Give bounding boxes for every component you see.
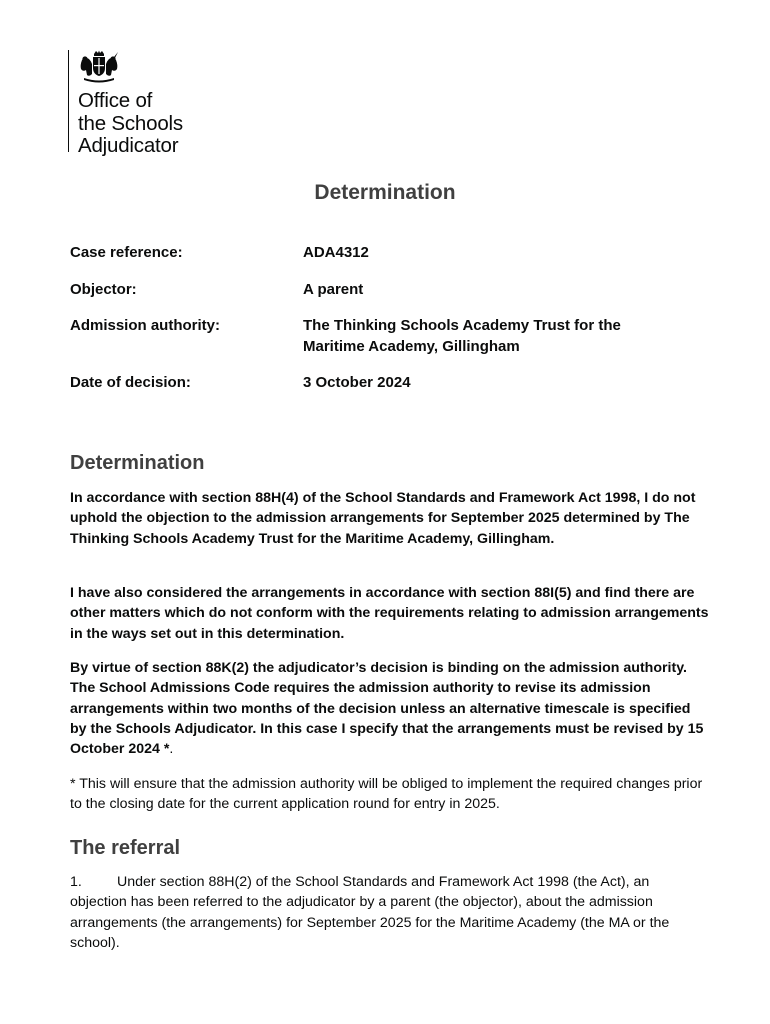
royal-coat-of-arms-icon (79, 50, 119, 84)
case-reference-label: Case reference: (70, 244, 183, 261)
admission-authority-label: Admission authority: (70, 317, 221, 334)
document-title: Determination (314, 181, 456, 204)
admission-authority-value-line-2: Maritime Academy, Gillingham (303, 338, 520, 355)
determination-paragraph-3-tail: . (169, 741, 174, 758)
determination-heading: Determination (70, 452, 205, 474)
objector-value: A parent (303, 281, 364, 298)
determination-footnote: * This will ensure that the admission authority will be obliged to implement the required changes prior to the closing date for the current application round for entry in 2025. (70, 776, 703, 813)
admission-authority-value-line-1: The Thinking Schools Academy Trust for the (303, 317, 621, 334)
organisation-name-line-1: Office of (78, 89, 153, 112)
determination-paragraph-2: I have also considered the arrangements in accordance with section 88I(5) and find there are other matters which do not conform with the requirements relating to admission arrangements in the ways set out in this determination. (70, 585, 709, 642)
referral-item-1-text: Under section 88H(2) of the School Standards and Framework Act 1998 (the Act), an objection has been referred to the adjudicator by a parent (the objector), about the admission arrangements (the arrangements) for September 2025 for the Maritime Academy (the MA or the school). (70, 874, 670, 951)
organisation-name (78, 90, 183, 158)
objector-label: Objector: (70, 281, 137, 298)
referral-item-1-number: 1. (70, 874, 82, 890)
determination-paragraph-3 (70, 658, 710, 759)
admission-authority-value (303, 315, 703, 357)
referral-item-1 (70, 872, 710, 953)
organisation-logo (68, 50, 183, 157)
organisation-name-line-3: Adjudicator (78, 134, 179, 157)
date-of-decision-label: Date of decision: (70, 374, 191, 391)
referral-heading: The referral (70, 837, 181, 859)
organisation-name-line-2: the Schools (78, 111, 183, 135)
date-of-decision-value: 3 October 2024 (303, 374, 411, 391)
determination-paragraph-3-text: By virtue of section 88K(2) the adjudicator’s decision is binding on the admission authority. The School Admissions Code requires the admission authority to revise its admission arrangements within two months of the decision unless an alternative timescale is specified by the Schools Adjudicator. In this case I specify that the arrangements must be revised by 15 October 2024 * (70, 660, 704, 758)
determination-paragraph-1: In accordance with section 88H(4) of the School Standards and Framework Act 1998, I do not uphold the objection to the admission arrangements for September 2025 determined by The Thinking Schools Academy Trust for the Maritime Academy, Gillingham. (70, 490, 696, 547)
case-reference-value: ADA4312 (303, 244, 369, 261)
